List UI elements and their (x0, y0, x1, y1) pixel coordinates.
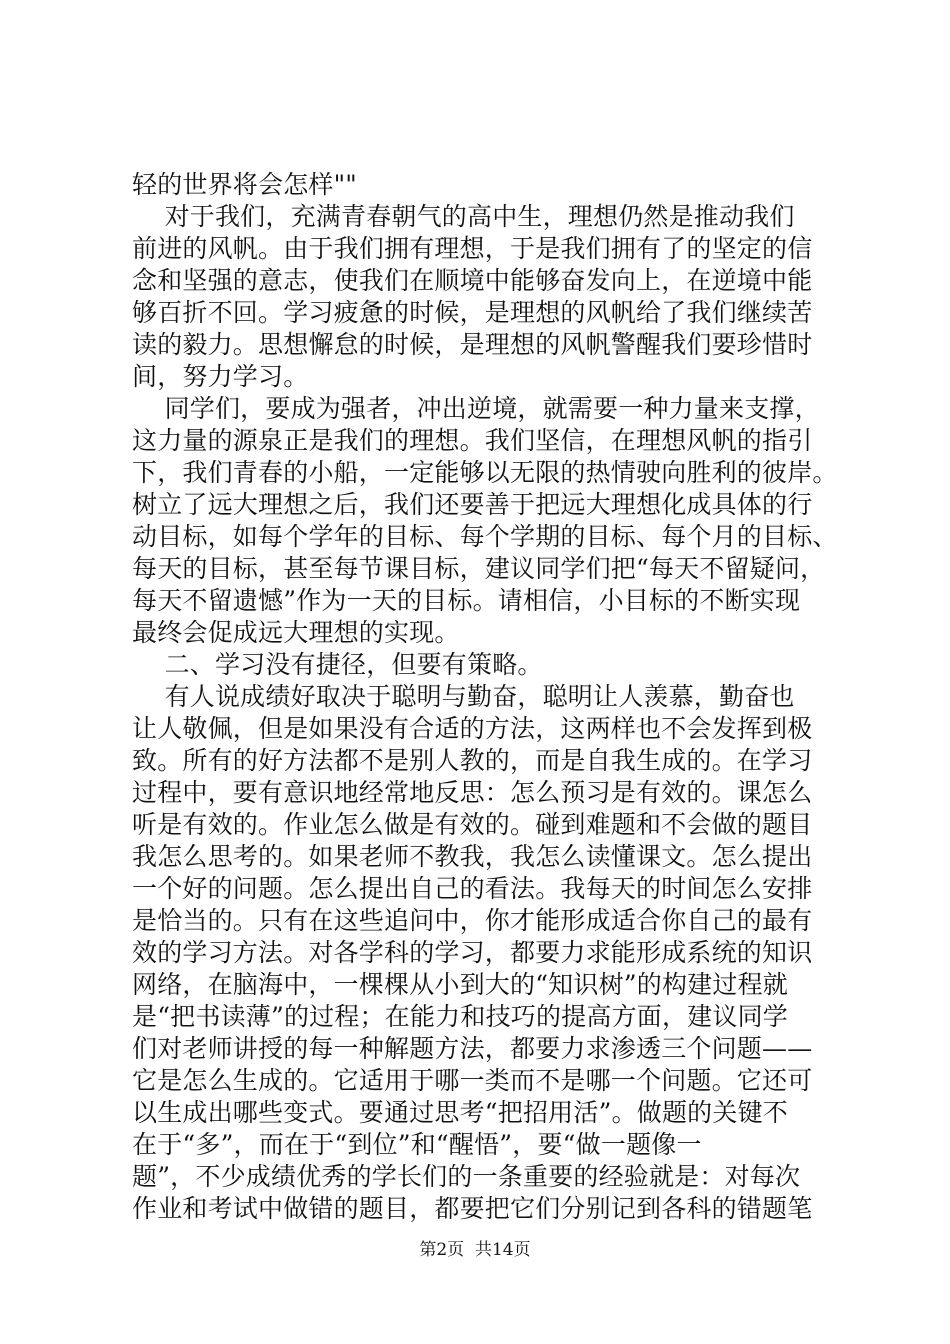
text-line: 以生成出哪些变式。要通过思考“把招用活”。做题的关键不 (132, 1098, 788, 1127)
section-heading: 二、学习没有捷径，但要有策略。 (132, 650, 543, 679)
text-line: 我怎么思考的。如果老师不教我，我怎么读懂课文。怎么提出 (132, 842, 813, 871)
text-line: 题”，不少成绩优秀的学长们的一条重要的经验就是：对每次 (132, 1162, 801, 1191)
text-line: 每天的目标，甚至每节课目标，建议同学们把“每天不留疑问， (132, 554, 826, 583)
text-line: 网络，在脑海中，一棵棵从小到大的“知识树”的构建过程就 (132, 970, 788, 999)
page-footer (0, 1239, 950, 1261)
text-line: 过程中，要有意识地经常地反思：怎么预习是有效的。课怎么 (132, 778, 813, 807)
page-number: 第2页 共14页 (419, 1240, 531, 1260)
text-line: 它是怎么生成的。它适用于哪一类而不是哪一个问题。它还可 (132, 1066, 813, 1095)
text-line: 让人敬佩，但是如果没有合适的方法，这两样也不会发挥到极 (132, 714, 813, 743)
text-line: 最终会促成远大理想的实现。 (132, 618, 460, 647)
text-line: 动目标，如每个学年的目标、每个学期的目标、每个月的目标、 (132, 522, 838, 551)
text-line: 每天不留遗憾”作为一天的目标。请相信，小目标的不断实现 (132, 586, 801, 615)
text-line: 这力量的源泉正是我们的理想。我们坚信，在理想风帆的指引 (132, 426, 813, 455)
text-line: 们对老师讲授的每一种解题方法，都要力求渗透三个问题—— (132, 1034, 813, 1063)
text-line: 够百折不回。学习疲惫的时候，是理想的风帆给了我们继续苦 (132, 298, 813, 327)
text-line: 效的学习方法。对各学科的学习，都要力求能形成系统的知识 (132, 938, 813, 967)
text-line: 轻的世界将会怎样"" (132, 170, 357, 199)
text-line: 听是有效的。作业怎么做是有效的。碰到难题和不会做的题目 (132, 810, 813, 839)
text-line: 树立了远大理想之后，我们还要善于把远大理想化成具体的行 (132, 490, 813, 519)
text-line: 一个好的问题。怎么提出自己的看法。我每天的时间怎么安排 (132, 874, 813, 903)
text-line: 前进的风帆。由于我们拥有理想，于是我们拥有了的坚定的信 (132, 234, 813, 263)
text-line: 下，我们青春的小船，一定能够以无限的热情驶向胜利的彼岸。 (132, 458, 838, 487)
text-line: 作业和考试中做错的题目，都要把它们分别记到各科的错题笔 (132, 1194, 813, 1223)
text-line: 间，努力学习。 (132, 362, 309, 391)
text-line: 读的毅力。思想懈怠的时候，是理想的风帆警醒我们要珍惜时 (132, 330, 813, 359)
text-line: 对于我们，充满青春朝气的高中生，理想仍然是推动我们 (132, 202, 795, 231)
text-line: 致。所有的好方法都不是别人教的，而是自我生成的。在学习 (132, 746, 813, 775)
text-line: 是“把书读薄”的过程；在能力和技巧的提高方面，建议同学 (132, 1002, 788, 1031)
text-line: 在于“多”，而在于“到位”和“醒悟”，要“做一题像一 (132, 1130, 702, 1159)
text-line: 是恰当的。只有在这些追问中，你才能形成适合你自己的最有 (132, 906, 813, 935)
text-line: 念和坚强的意志，使我们在顺境中能够奋发向上，在逆境中能 (132, 266, 813, 295)
text-line: 有人说成绩好取决于聪明与勤奋，聪明让人羡慕，勤奋也 (132, 682, 795, 711)
text-line: 同学们，要成为强者，冲出逆境，就需要一种力量来支撑， (132, 394, 820, 423)
